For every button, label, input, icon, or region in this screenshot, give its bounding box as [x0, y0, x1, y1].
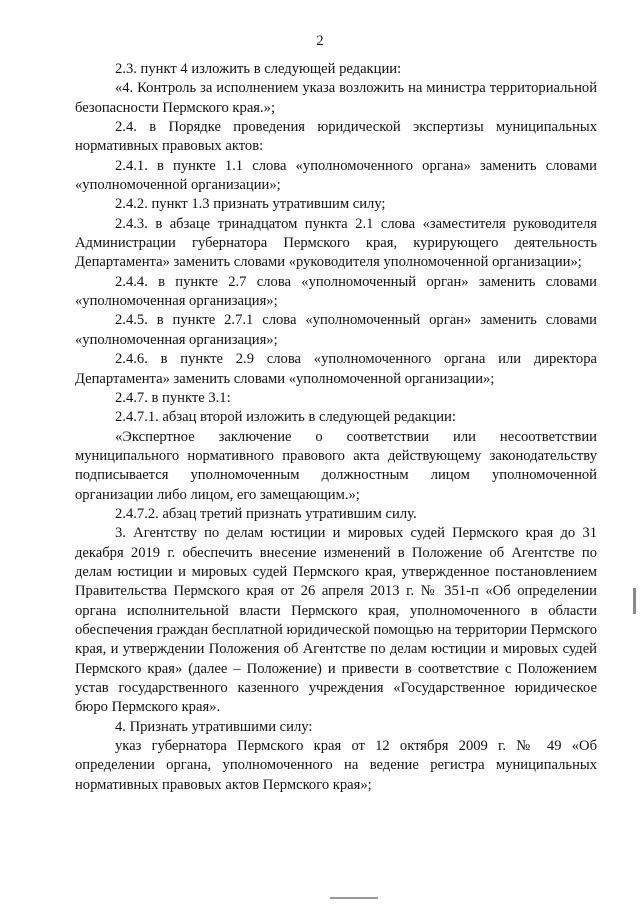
- scan-edge-mark: [633, 588, 636, 614]
- paragraph-2-4-7-2: 2.4.7.2. абзац третий признать утратившим силу.: [115, 505, 417, 522]
- paragraph-2-4-5: 2.4.5. в пункте 2.7.1 слова «уполномоченный орган» заменить словами «уполномоченная организация»;: [75, 312, 597, 348]
- paragraph-2-4-6: 2.4.6. в пункте 2.9 слова «уполномоченного органа или директора Департамента» заменить словами «уполномоченной организации»;: [75, 351, 597, 387]
- document-body: [75, 60, 597, 795]
- paragraph-2-4-3: 2.4.3. в абзаце тринадцатом пункта 2.1 слова «заместителя руководителя Администрации губернатора Пермского края, курирующего деятельность Департамента» заменить словами «руководителя уполномоченной организации»;: [75, 215, 597, 271]
- paragraph-2-4-1: 2.4.1. в пункте 1.1 слова «уполномоченного органа» заменить словами «уполномоченной организации»;: [75, 157, 597, 194]
- paragraph-2-4-4: 2.4.4. в пункте 2.7 слова «уполномоченный орган» заменить словами «уполномоченная организация»;: [75, 273, 597, 310]
- page-number: 2: [316, 33, 324, 49]
- paragraph-4: 4. Признать утратившими силу:: [115, 718, 313, 735]
- paragraph-2-4-2: 2.4.2. пункт 1.3 признать утратившим силу;: [115, 196, 386, 213]
- paragraph-2-4-7-1: 2.4.7.1. абзац второй изложить в следующей редакции:: [115, 409, 456, 426]
- scan-bottom-mark: [330, 897, 378, 899]
- paragraph-2-4-7: 2.4.7. в пункте 3.1:: [115, 389, 231, 406]
- paragraph-expert-conclusion: «Экспертное заключение о соответствии или несоответствии муниципального нормативного правового акта действующему законодательству подписывается уполномоченным должностным лицом уполномоченной организации либо лицом, его замещающим.»;: [75, 428, 597, 503]
- paragraph-2-4: 2.4. в Порядке проведения юридической экспертизы муниципальных нормативных правовых актов:: [75, 119, 597, 155]
- paragraph-3: 3. Агентству по делам юстиции и мировых судей Пермского края до 31 декабря 2019 г. обеспечить внесение изменений в Положение об Агентстве по делам юстиции и мировых судей Пермского края, утвержденное постановлением Правительства Пермского края от 26 апреля 2013 г. № 351-п «Об определении органа исполнительной власти Пермского края, уполномоченного в области обеспечения граждан бесплатной юридической помощью на территории Пермского края, и утверждении Положения об Агентстве по делам юстиции и мировых судей Пермского края» (далее – Положение) и привести в соответствие с Положением устав государственного казенного учреждения «Государственное юридическое бюро Пермского края».: [75, 525, 597, 716]
- paragraph-2-3: 2.3. пункт 4 изложить в следующей редакции:: [115, 61, 402, 77]
- paragraph-quote-4: «4. Контроль за исполнением указа возложить на министра территориальной безопасности Пермского края.»;: [75, 80, 597, 116]
- paragraph-decree-2009: указ губернатора Пермского края от 12 октября 2009 г. № 49 «Об определении органа, уполномоченного на ведение регистра муниципальных нормативных правовых актов Пермского края»;: [75, 738, 597, 793]
